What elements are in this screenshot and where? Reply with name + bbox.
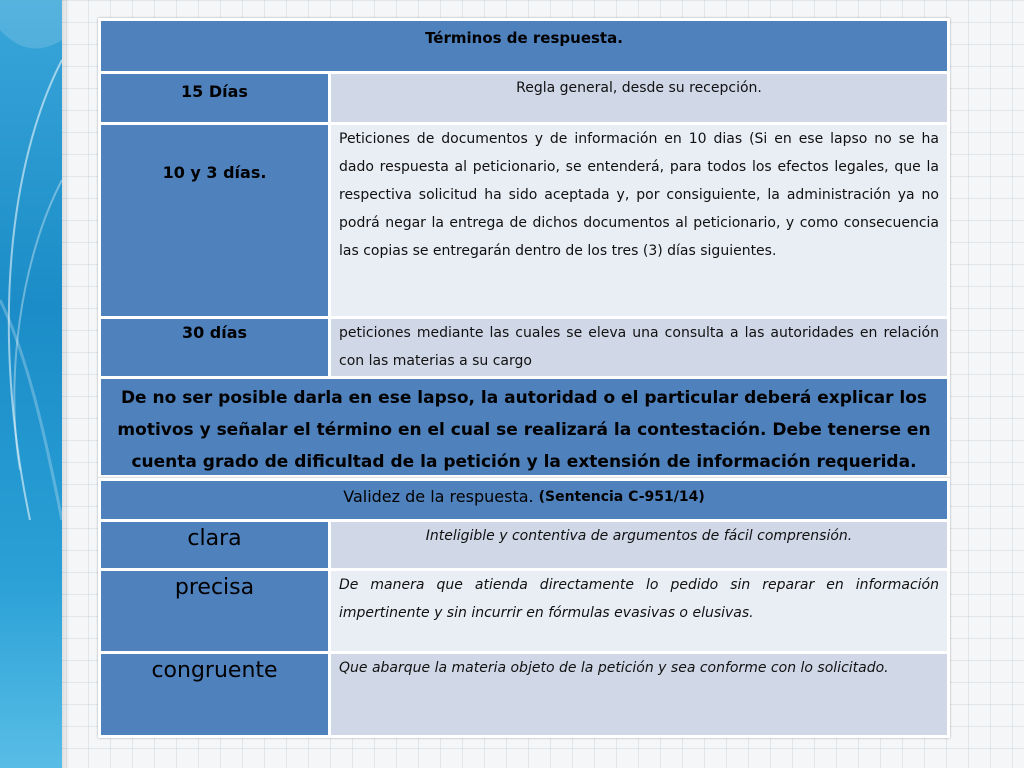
table-terminos-title: Términos de respuesta. [425,29,623,47]
row-label-10-y-3-dias [101,125,331,319]
row-label-text: clara [187,526,242,551]
row-label-text: congruente [151,658,278,683]
row-text-precisa: De manera que atienda directamente lo pedido sin reparar en información impertinente y sin incurrir en fórmulas evasivas o elusivas. [331,571,947,654]
row-label-text: 15 Días [181,82,248,101]
table-terminos-notice: De no ser posible darla en ese lapso, la autoridad o el particular deberá explicar los motivos y señalar el término en el cual se realizará la contestación. Debe tenerse en cuenta grado de dificultad de la petición y la extensión de información requerida. [101,379,947,475]
row-text-clara: Inteligible y contentiva de argumentos de fácil comprensión. [331,522,947,571]
row-label-30-dias [101,319,331,379]
table-validez-reference: (Sentencia C-951/14) [538,489,705,505]
row-label-text: 10 y 3 días. [162,163,267,182]
table-terminos-header [101,21,947,74]
row-text-10-y-3-dias: Peticiones de documentos y de información en 10 dias (Si en ese lapso no se ha dado respuesta al peticionario, se entenderá, para todos los efectos legales, que la respectiva solicitud ha sido aceptada y, por consiguiente, la administración ya no podrá negar la entrega de dichos documentos al peticionario, y como consecuencia las copias se entregarán dentro de los tres (3) días siguientes. [331,125,947,319]
strip-shadow [62,0,70,768]
row-text-30-dias: peticiones mediante las cuales se eleva una consulta a las autoridades en relación con las materias a su cargo [331,319,947,379]
row-label-text: 30 días [181,323,248,342]
decorative-side-strip [0,0,62,768]
row-text-congruente: Que abarque la materia objeto de la petición y sea conforme con lo solicitado. [331,654,947,735]
row-label-text: precisa [174,575,255,600]
table-validez-title: Validez de la respuesta. [343,487,534,506]
row-label-clara [101,522,331,571]
row-label-15-dias [101,74,331,125]
table-validez-header [101,481,947,522]
row-label-precisa [101,571,331,654]
row-text-15-dias: Regla general, desde su recepción. [331,74,947,125]
row-label-congruente [101,654,331,735]
swoosh-decoration [0,0,62,768]
